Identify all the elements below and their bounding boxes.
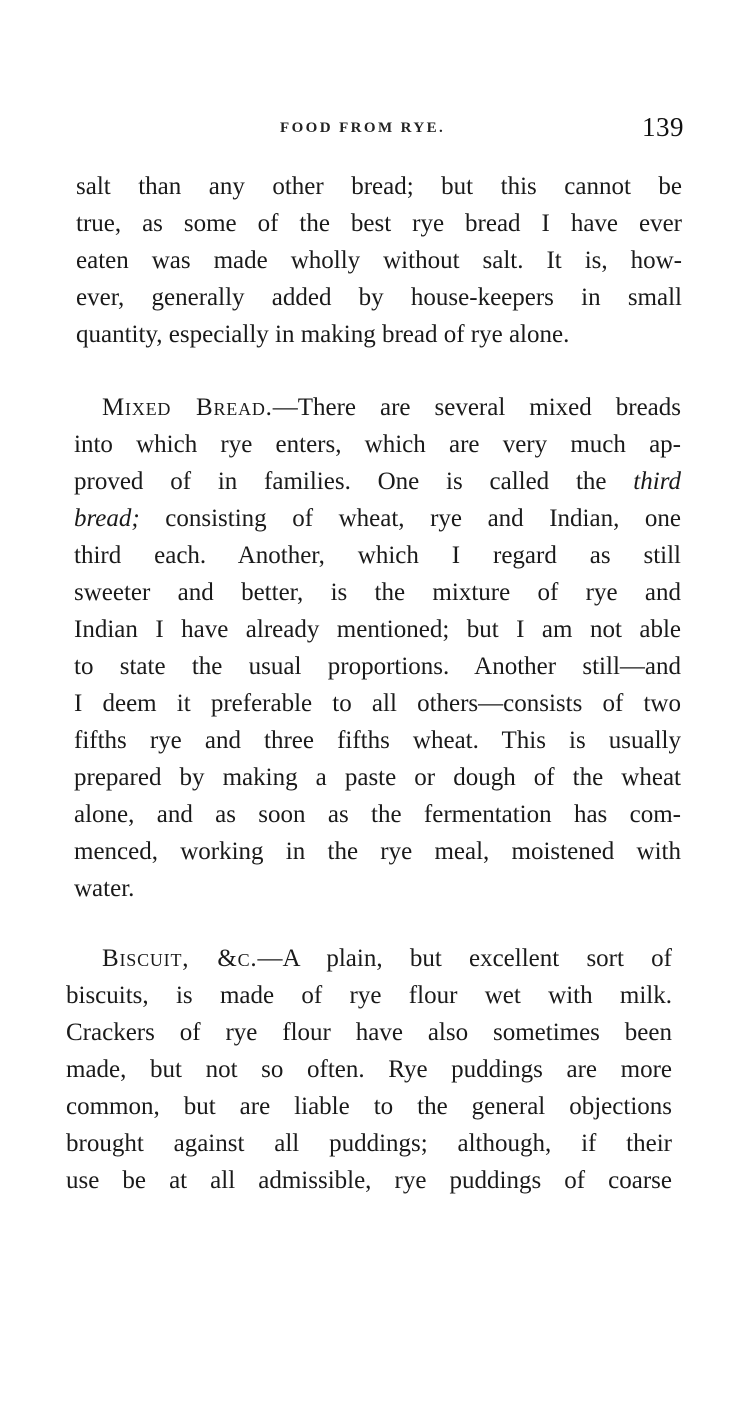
paragraph-salt: [76, 168, 682, 353]
text-line: sweeter and better, is the mixture of rye and: [74, 579, 681, 606]
text-line: menced, working in the rye meal, moistened with: [74, 838, 681, 865]
text-line: common, but are liable to the general objections: [66, 1093, 672, 1120]
text-line: use be at all admissible, rye puddings of coarse: [66, 1167, 672, 1194]
text-run: —There are several mixed breads: [272, 394, 681, 421]
text-line: biscuits, is made of rye flour wet with milk.: [66, 982, 672, 1009]
text-line: quantity, especially in making bread of rye alone.: [76, 321, 570, 348]
text-line: into which rye enters, which are very much ap-: [74, 431, 681, 458]
text-line: I deem it preferable to all others—consists of two: [74, 690, 681, 717]
running-header: [60, 112, 690, 148]
text-line: ever, generally added by house-keepers in small: [76, 284, 682, 311]
text-line: prepared by making a paste or dough of the wheat: [74, 764, 681, 791]
text-line: water.: [74, 875, 135, 902]
text-run: proved of in families. One is called the: [74, 468, 634, 495]
section-heading-mixed-bread: Mixed Bread.: [102, 394, 273, 421]
italic-term: third: [633, 468, 681, 495]
text-line: [74, 500, 681, 537]
text-line: Crackers of rye flour have also sometimes been: [66, 1019, 672, 1046]
italic-term: bread;: [74, 505, 140, 532]
text-line: salt than any other bread; but this cannot be: [76, 173, 682, 200]
page-number: 139: [642, 112, 684, 142]
text-line: fifths rye and three fifths wheat. This is usually: [74, 727, 681, 754]
text-line: [74, 463, 681, 500]
text-run: consisting of wheat, rye and Indian, one: [139, 505, 681, 532]
section-heading-biscuit: Biscuit, &c.: [102, 945, 258, 972]
text-line: alone, and as soon as the fermentation has com-: [74, 801, 681, 828]
running-title: FOOD FROM RYE.: [280, 120, 446, 136]
text-line: true, as some of the best rye bread I have ever: [76, 210, 682, 237]
text-line: [74, 389, 681, 426]
text-line: Indian I have already mentioned; but I am not able: [74, 616, 681, 643]
text-line: made, but not so often. Rye puddings are more: [66, 1056, 672, 1083]
text-line: [66, 940, 672, 977]
text-line: eaten was made wholly without salt. It is, how-: [76, 247, 682, 274]
paragraph-biscuit: [66, 940, 672, 1199]
text-line: third each. Another, which I regard as still: [74, 542, 681, 569]
text-run: —A plain, but excellent sort of: [257, 945, 672, 972]
text-line: brought against all puddings; although, if their: [66, 1130, 672, 1157]
text-line: to state the usual proportions. Another still—and: [74, 653, 681, 680]
paragraph-mixed-bread: [74, 389, 681, 907]
